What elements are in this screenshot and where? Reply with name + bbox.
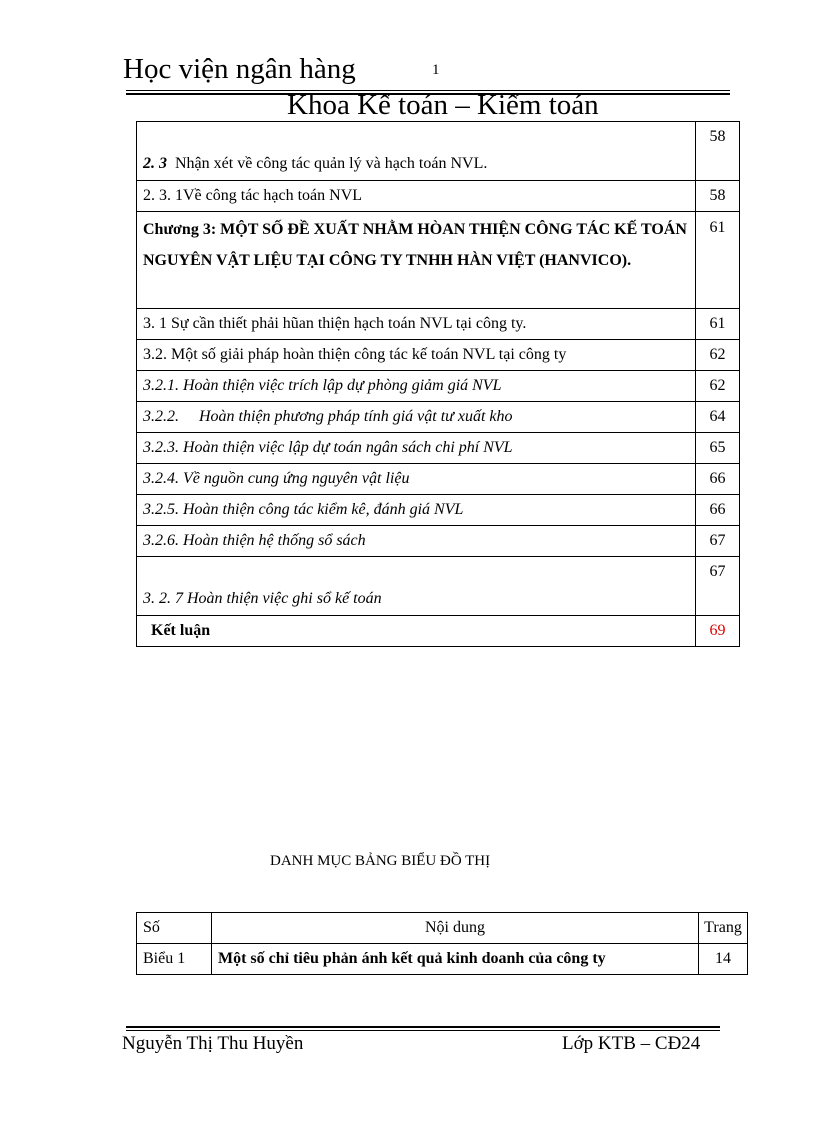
toc-entry-text: 3.2.5. Hoàn thiện công tác kiểm kê, đánh giá NVL	[143, 501, 464, 518]
toc-row	[137, 526, 740, 557]
toc-page-number: 61	[709, 219, 726, 236]
page-number: 1	[432, 62, 440, 78]
list-row-no: Biểu 1	[137, 944, 212, 975]
toc-entry-text: 3.2.3. Hoàn thiện việc lập dự toán ngân sách chi phí NVL	[143, 439, 513, 456]
toc-entry	[137, 309, 696, 340]
toc-entry	[137, 340, 696, 371]
toc-entry-text: 3.2.6. Hoàn thiện hệ thống sổ sách	[143, 532, 366, 549]
chart-list-table	[136, 912, 748, 975]
toc-entry	[137, 495, 696, 526]
list-row-page: 14	[699, 944, 748, 975]
toc-page-number: 64	[709, 408, 726, 425]
toc-page	[696, 371, 740, 402]
toc-page	[696, 340, 740, 371]
toc-row	[137, 495, 740, 526]
toc-page-number: 66	[709, 501, 726, 518]
toc-page-number: 62	[709, 377, 726, 394]
toc-page-number: 58	[709, 128, 726, 145]
footer-rule-double	[126, 1026, 720, 1028]
toc-page	[696, 526, 740, 557]
department-name: Khoa Kế toán – Kiểm toán	[287, 89, 599, 121]
toc-entry-text: 3. 2. 7 Hoàn thiện việc ghi sổ kế toán	[143, 590, 382, 607]
chapter-label: Chương 3:	[143, 221, 217, 238]
list-title: DANH MỤC BẢNG BIỂU ĐỒ THỊ	[270, 853, 491, 869]
list-row	[137, 944, 748, 975]
conclusion-label: Kết luận	[151, 622, 211, 639]
toc-entry	[137, 122, 696, 181]
toc-page	[696, 402, 740, 433]
toc-entry	[137, 433, 696, 464]
toc-entry	[137, 557, 696, 616]
header-page: Trang	[699, 913, 748, 944]
toc-page	[696, 309, 740, 340]
toc-entry	[137, 181, 696, 212]
toc-row	[137, 371, 740, 402]
header-content: Nội dung	[212, 913, 699, 944]
chapter-title: MỘT SỐ ĐỀ XUẤT NHẰM HÒAN THIỆN CÔNG TÁC KẾ TOÁN NGUYÊN VẬT LIỆU TẠI CÔNG TY TNHH HÀN VIỆT (HANVICO).	[143, 221, 687, 269]
toc-page-number: 62	[709, 346, 726, 363]
toc-row	[137, 340, 740, 371]
toc-entry	[137, 616, 696, 647]
toc-row-chapter	[137, 212, 740, 309]
toc-entry-text: Nhận xét về công tác quản lý và hạch toán NVL.	[175, 155, 488, 172]
toc-entry	[137, 212, 696, 309]
toc-page-number: 67	[709, 563, 726, 580]
table-of-contents	[136, 121, 740, 647]
toc-entry-text: 3.2. Một số giải pháp hoàn thiện công tác kế toán NVL tại công ty	[143, 346, 567, 363]
toc-row	[137, 402, 740, 433]
toc-page-number: 67	[709, 532, 726, 549]
toc-page	[696, 495, 740, 526]
toc-row	[137, 464, 740, 495]
toc-entry-text: 2. 3. 1Về công tác hạch toán NVL	[143, 187, 363, 204]
toc-page-number: 65	[709, 439, 726, 456]
toc-entry-number: 2. 3	[143, 155, 167, 172]
toc-entry-text: 3.2.1. Hoàn thiện việc trích lập dự phòng giảm giá NVL	[143, 377, 502, 394]
toc-page	[696, 181, 740, 212]
toc-page	[696, 122, 740, 181]
footer-rule	[126, 1030, 720, 1031]
toc-page	[696, 433, 740, 464]
toc-page	[696, 557, 740, 616]
toc-row	[137, 557, 740, 616]
toc-page-number: 69	[709, 622, 726, 639]
toc-entry	[137, 464, 696, 495]
toc-page	[696, 464, 740, 495]
toc-page	[696, 616, 740, 647]
toc-entry	[137, 526, 696, 557]
toc-entry-text: 3.2.4. Về nguồn cung ứng nguyên vật liệu	[143, 470, 410, 487]
toc-row	[137, 309, 740, 340]
toc-row	[137, 181, 740, 212]
toc-page-number: 66	[709, 470, 726, 487]
institution-name: Học viện ngân hàng	[123, 53, 356, 85]
toc-row-conclusion	[137, 616, 740, 647]
toc-entry-text: 3. 1 Sự cần thiết phải hũan thiện hạch toán NVL tại công ty.	[143, 315, 527, 332]
class-name: Lớp KTB – CĐ24	[562, 1033, 701, 1054]
toc-entry	[137, 402, 696, 433]
toc-page	[696, 212, 740, 309]
list-row-content: Một số chỉ tiêu phản ánh kết quả kinh doanh của công ty	[212, 944, 699, 975]
toc-row	[137, 433, 740, 464]
toc-page-number: 61	[709, 315, 726, 332]
list-header-row	[137, 913, 748, 944]
toc-entry	[137, 371, 696, 402]
toc-page-number: 58	[709, 187, 726, 204]
toc-row	[137, 122, 740, 181]
header-no: Số	[137, 913, 212, 944]
author-name: Nguyễn Thị Thu Huyền	[122, 1033, 304, 1054]
toc-entry-text: 3.2.2. Hoàn thiện phương pháp tính giá vật tư xuất kho	[143, 408, 513, 425]
